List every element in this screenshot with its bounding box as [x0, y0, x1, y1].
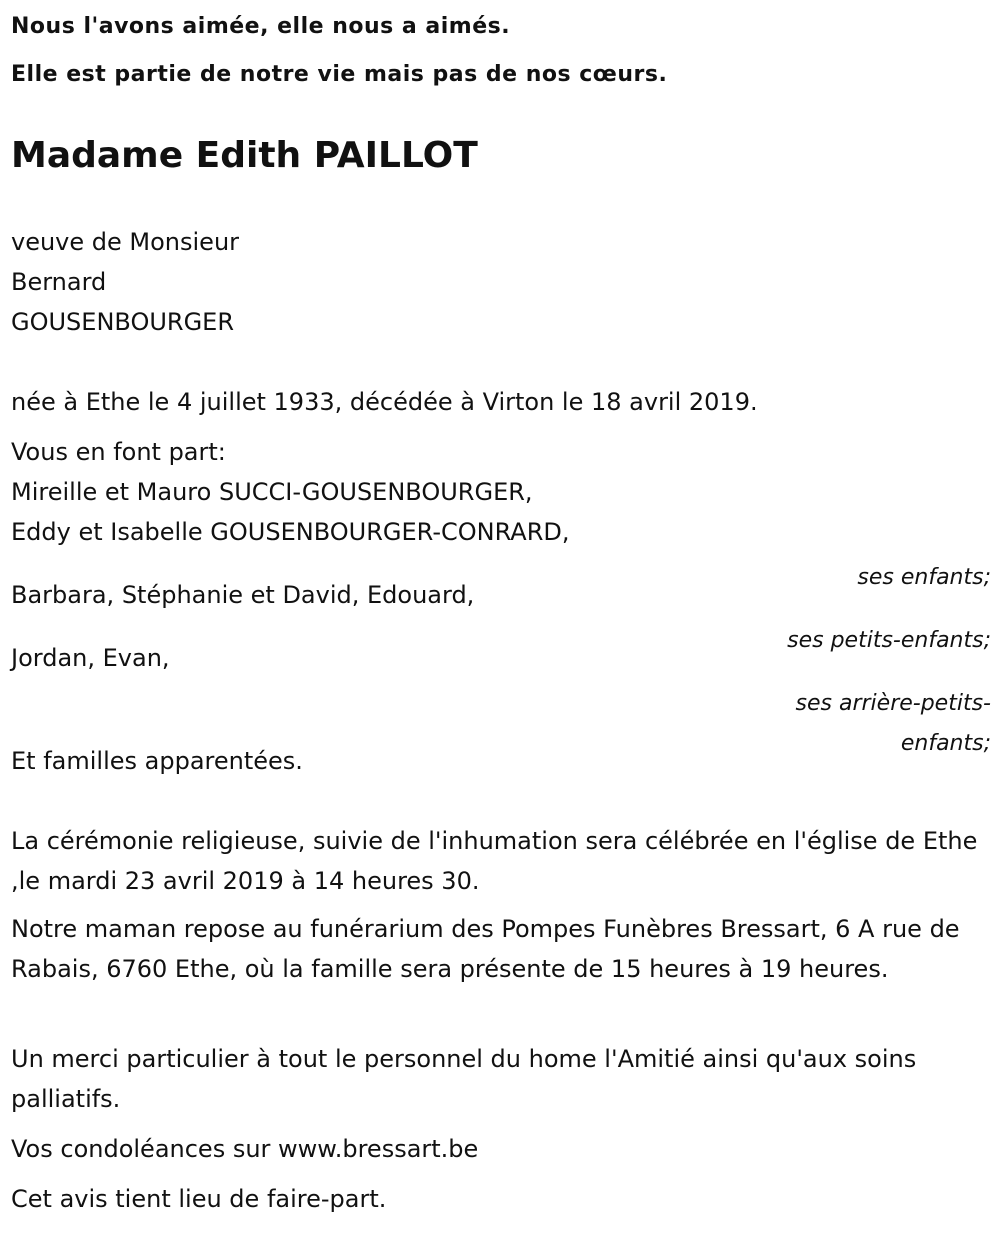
deceased-name: Madame Edith PAILLOT: [11, 135, 478, 176]
children-relation: ses enfants;: [857, 565, 991, 590]
child-1: Mireille et Mauro SUCCI-GOUSENBOURGER,: [11, 478, 533, 506]
child-2: Eddy et Isabelle GOUSENBOURGER-CONRARD,: [11, 518, 570, 546]
repose-paragraph: [11, 909, 991, 989]
grandchildren-relation: ses petits-enfants;: [787, 628, 991, 653]
spouse-line-2: Bernard: [11, 268, 107, 296]
quote-line-1: Nous l'avons aimée, elle nous a aimés.: [11, 14, 511, 39]
great-grandchildren-relation-1: ses arrière-petits-: [795, 691, 991, 716]
great-grandchildren-relation-2: enfants;: [900, 731, 991, 756]
families-line: Et familles apparentées.: [11, 747, 303, 775]
thanks-text: Un merci particulier à tout le personnel du home l'Amitié ainsi qu'aux soins palliatifs.: [11, 1045, 917, 1113]
thanks-paragraph: [11, 1039, 991, 1119]
birth-death-line: née à Ethe le 4 juillet 1933, décédée à Virton le 18 avril 2019.: [11, 388, 758, 416]
ceremony-paragraph: [11, 821, 991, 901]
spouse-line-3: GOUSENBOURGER: [11, 308, 235, 336]
quote-line-2: Elle est partie de notre vie mais pas de nos cœurs.: [11, 62, 668, 87]
closing-line: Cet avis tient lieu de faire-part.: [11, 1185, 387, 1213]
condolences-line: Vos condoléances sur www.bressart.be: [11, 1135, 479, 1163]
repose-text: Notre maman repose au funérarium des Pompes Funèbres Bressart, 6 A rue de Rabais, 6760 Ethe, où la famille sera présente de 15 heures à 19 heures.: [11, 915, 960, 983]
ceremony-text: La cérémonie religieuse, suivie de l'inhumation sera célébrée en l'église de Ethe ,le mardi 23 avril 2019 à 14 heures 30.: [11, 827, 978, 895]
great-grandchildren: Jordan, Evan,: [11, 644, 170, 672]
announcers-intro: Vous en font part:: [11, 438, 226, 466]
spouse-line-1: veuve de Monsieur: [11, 228, 240, 256]
grandchildren: Barbara, Stéphanie et David, Edouard,: [11, 581, 475, 609]
